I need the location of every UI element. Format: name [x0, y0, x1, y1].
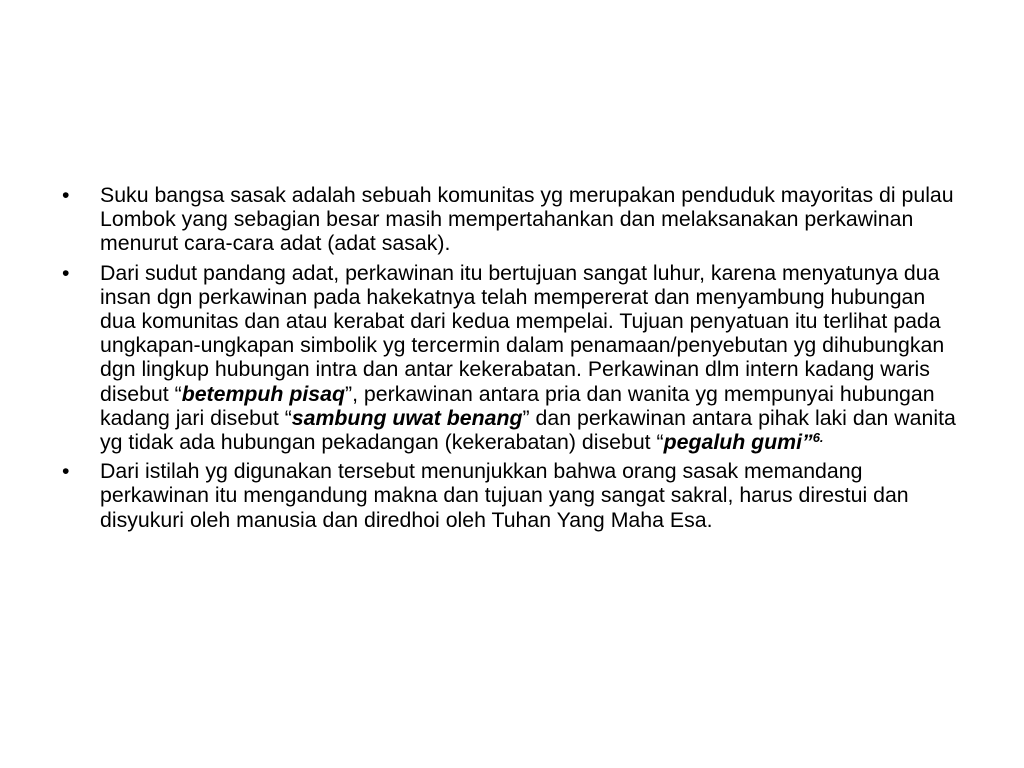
footnote-reference: 6. — [812, 430, 824, 446]
bullet-text: Suku bangsa sasak adalah sebuah komunitas yg merupakan penduduk mayoritas di pulau Lombok yang sebagian besar masih mempertahankan dan melaksanakan perkawinan menurut cara-cara adat (adat sasak). — [100, 183, 954, 256]
bullet-marker: • — [62, 260, 70, 285]
bullet-text: Dari istilah yg digunakan tersebut menunjukkan bahwa orang sasak memandang perkawinan itu mengandung makna dan tujuan yang sangat sakral, harus direstui dan disyukuri oleh manusia dan diredhoi oleh Tuhan Yang Maha Esa. — [100, 459, 909, 532]
bullet-list — [60, 183, 965, 537]
text-segment: Dari sudut pandang adat, perkawinan itu bertujuan sangat luhur, karena menyatunya dua insan dgn perkawinan pada hakekatnya telah mempererat dan menyambung hubungan dua komunitas dan atau kerabat dari kedua mempelai. Tujuan penyatuan itu terlihat pada ungkapan-ungkapan simbolik yg tercermin dalam penamaan/penyebutan yg dihubungkan dgn lingkup hubungan intra dan antar kekerabatan. Perkawinan dlm intern kadang waris disebut “ — [100, 260, 945, 406]
term-sambung-uwat-benang: sambung uwat benang — [291, 405, 523, 430]
bullet-marker: • — [62, 459, 70, 484]
bullet-item — [60, 261, 965, 455]
text-segment: ” dan perkawinan antara pihak laki dan wanita yg tidak ada hubungan pekadangan (kekerabatan) disebut “ — [100, 405, 956, 455]
bullet-text — [100, 261, 965, 455]
bullet-marker: • — [62, 183, 70, 207]
text-segment: ”, perkawinan antara pria dan wanita yg mempunyai hubungan kadang jari disebut “ — [100, 381, 935, 430]
bullet-item — [60, 183, 965, 256]
bullet-item — [60, 459, 965, 532]
term-pegaluh-gumi: pegaluh gumi” — [663, 430, 813, 455]
term-betempuh-pisaq: betempuh pisaq — [181, 381, 345, 406]
